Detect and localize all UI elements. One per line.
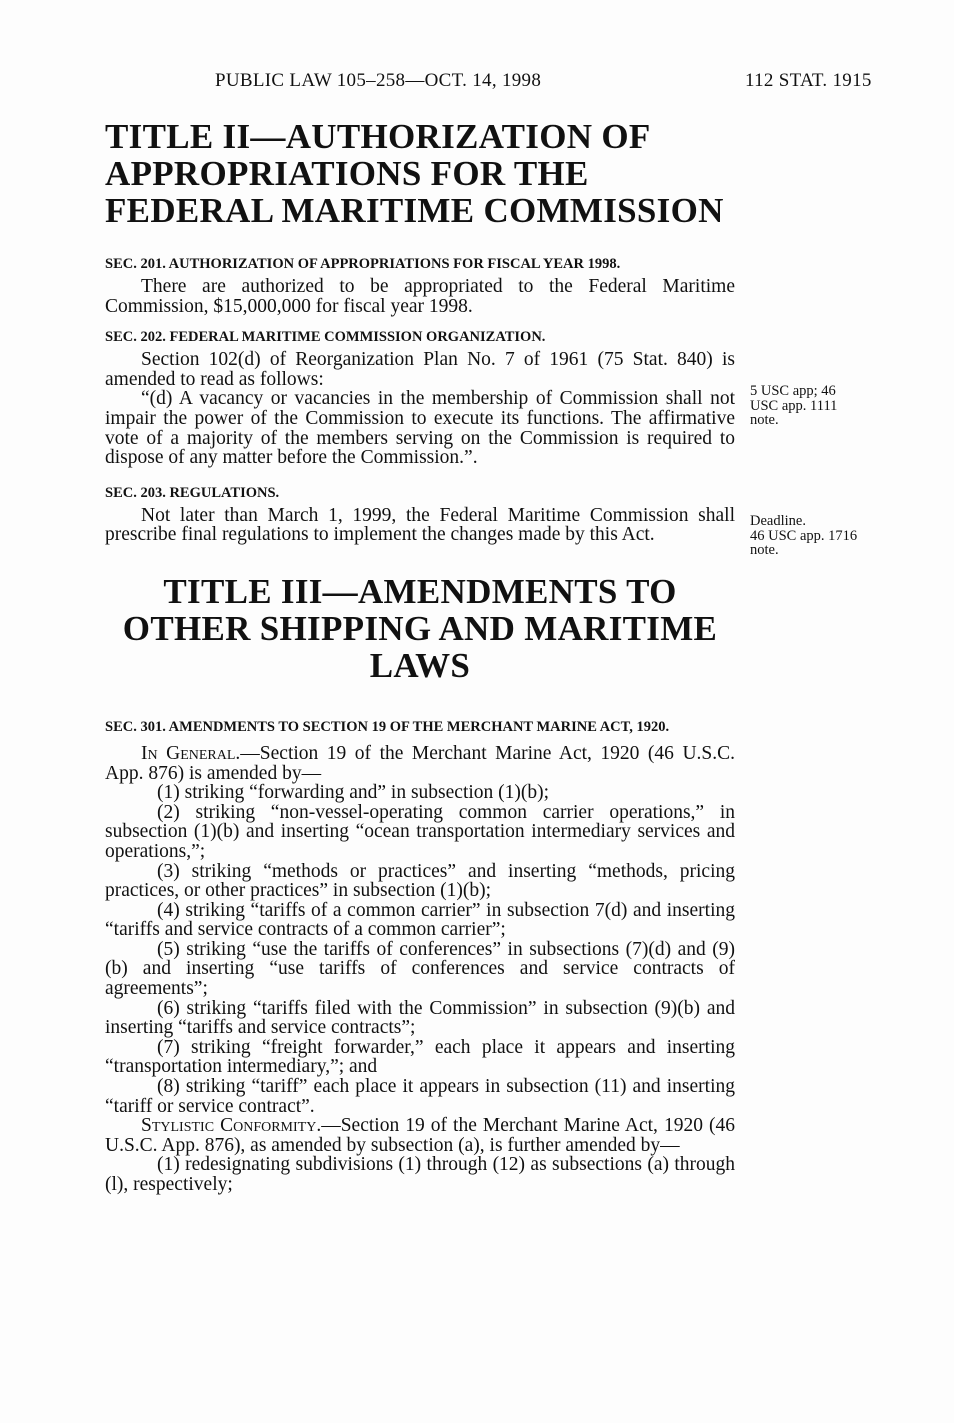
margin-note-citation: 5 USC app; 46 USC app. 1111 note. <box>750 383 838 428</box>
sec-201-heading: SEC. 201. AUTHORIZATION OF APPROPRIATIONS FOR FISCAL YEAR 1998. <box>105 256 621 272</box>
sec-202-heading: SEC. 202. FEDERAL MARITIME COMMISSION ORGANIZATION. <box>105 329 546 346</box>
title-iii-heading: TITLE III—AMENDMENTS TO OTHER SHIPPING AND MARITIME LAWS <box>122 571 718 685</box>
list-item: (2) striking “non-vessel-operating common carrier operations,” in subsection (1)(b) and inserting “ocean transportation intermediary services and operations,”; <box>105 801 735 862</box>
margin-note-deadline-citation: 46 USC app. 1716 note. <box>750 527 858 558</box>
margin-note-deadline-label: Deadline. <box>750 513 806 529</box>
sec-301-subsection-a <box>105 744 735 783</box>
subsection-b-label: Stylistic Conformity. <box>141 1115 322 1137</box>
list-item: (7) striking “freight forwarder,” each place it appears and inserting “transportation intermediary,”; and <box>105 1036 735 1078</box>
sec-202-para-1: Section 102(d) of Reorganization Plan No. 7 of 1961 (75 Stat. 840) is amended to read as follows: <box>105 349 735 390</box>
sec-201-text: There are authorized to be appropriated to the Federal Maritime Commission, $15,000,000 for fiscal year 1998. <box>105 276 735 317</box>
title-ii-heading: TITLE II—AUTHORIZATION OF APPROPRIATIONS FOR THE FEDERAL MARITIME COMMISSION <box>105 117 724 230</box>
sec-203-heading: SEC. 203. REGULATIONS. <box>105 484 280 501</box>
list-item: (5) striking “use the tariffs of conferences” in subsections (7)(d) and (9)(b) and inserting “use tariffs of conferences and service contracts of agreements”; <box>105 938 735 1000</box>
subsection-a-text: —Section 19 of the Merchant Marine Act, 1920 (46 U.S.C. App. 876) is amended by— <box>105 742 735 784</box>
sec-301-heading: SEC. 301. AMENDMENTS TO SECTION 19 OF THE MERCHANT MARINE ACT, 1920. <box>105 718 670 735</box>
sec-301-subsection-b <box>105 1116 735 1155</box>
subsection-b-text: —Section 19 of the Merchant Marine Act, 1920 (46 U.S.C. App. 876), as amended by subsection (a), is further amended by— <box>105 1115 735 1156</box>
main-text-column <box>105 118 735 1195</box>
margin-note-deadline <box>750 514 860 558</box>
list-item: (6) striking “tariffs filed with the Commission” in subsection (9)(b) and inserting “tariffs and service contracts”; <box>105 997 735 1039</box>
running-header-left: PUBLIC LAW 105–258—OCT. 14, 1998 <box>215 70 542 91</box>
list-item: (4) striking “tariffs of a common carrier” in subsection 7(d) and inserting “tariffs and service contracts of a common carrier”; <box>105 899 735 941</box>
list-item: (1) redesignating subdivisions (1) through (12) as subsections (a) through (l), respectively; <box>105 1154 735 1195</box>
subsection-a-label: In General. <box>141 742 241 764</box>
list-item: (1) striking “forwarding and” in subsection (1)(b); <box>157 782 550 804</box>
running-header-right: 112 STAT. 1915 <box>745 70 872 91</box>
sec-202-para-2: “(d) A vacancy or vacancies in the membership of Commission shall not impair the power of the Commission to execute its functions. The affirmative vote of a majority of the members serving on the Commission is required to dispose of any matter before the Commission.”. <box>105 388 735 469</box>
list-item: (8) striking “tariff” each place it appears in subsection (11) and inserting “tariff or service contract”. <box>105 1076 735 1117</box>
sec-203-text: Not later than March 1, 1999, the Federal Maritime Commission shall prescribe final regulations to implement the changes made by this Act. <box>105 504 735 546</box>
list-item: (3) striking “methods or practices” and inserting “methods, pricing practices, or other practices” in subsection (1)(b); <box>105 860 735 902</box>
